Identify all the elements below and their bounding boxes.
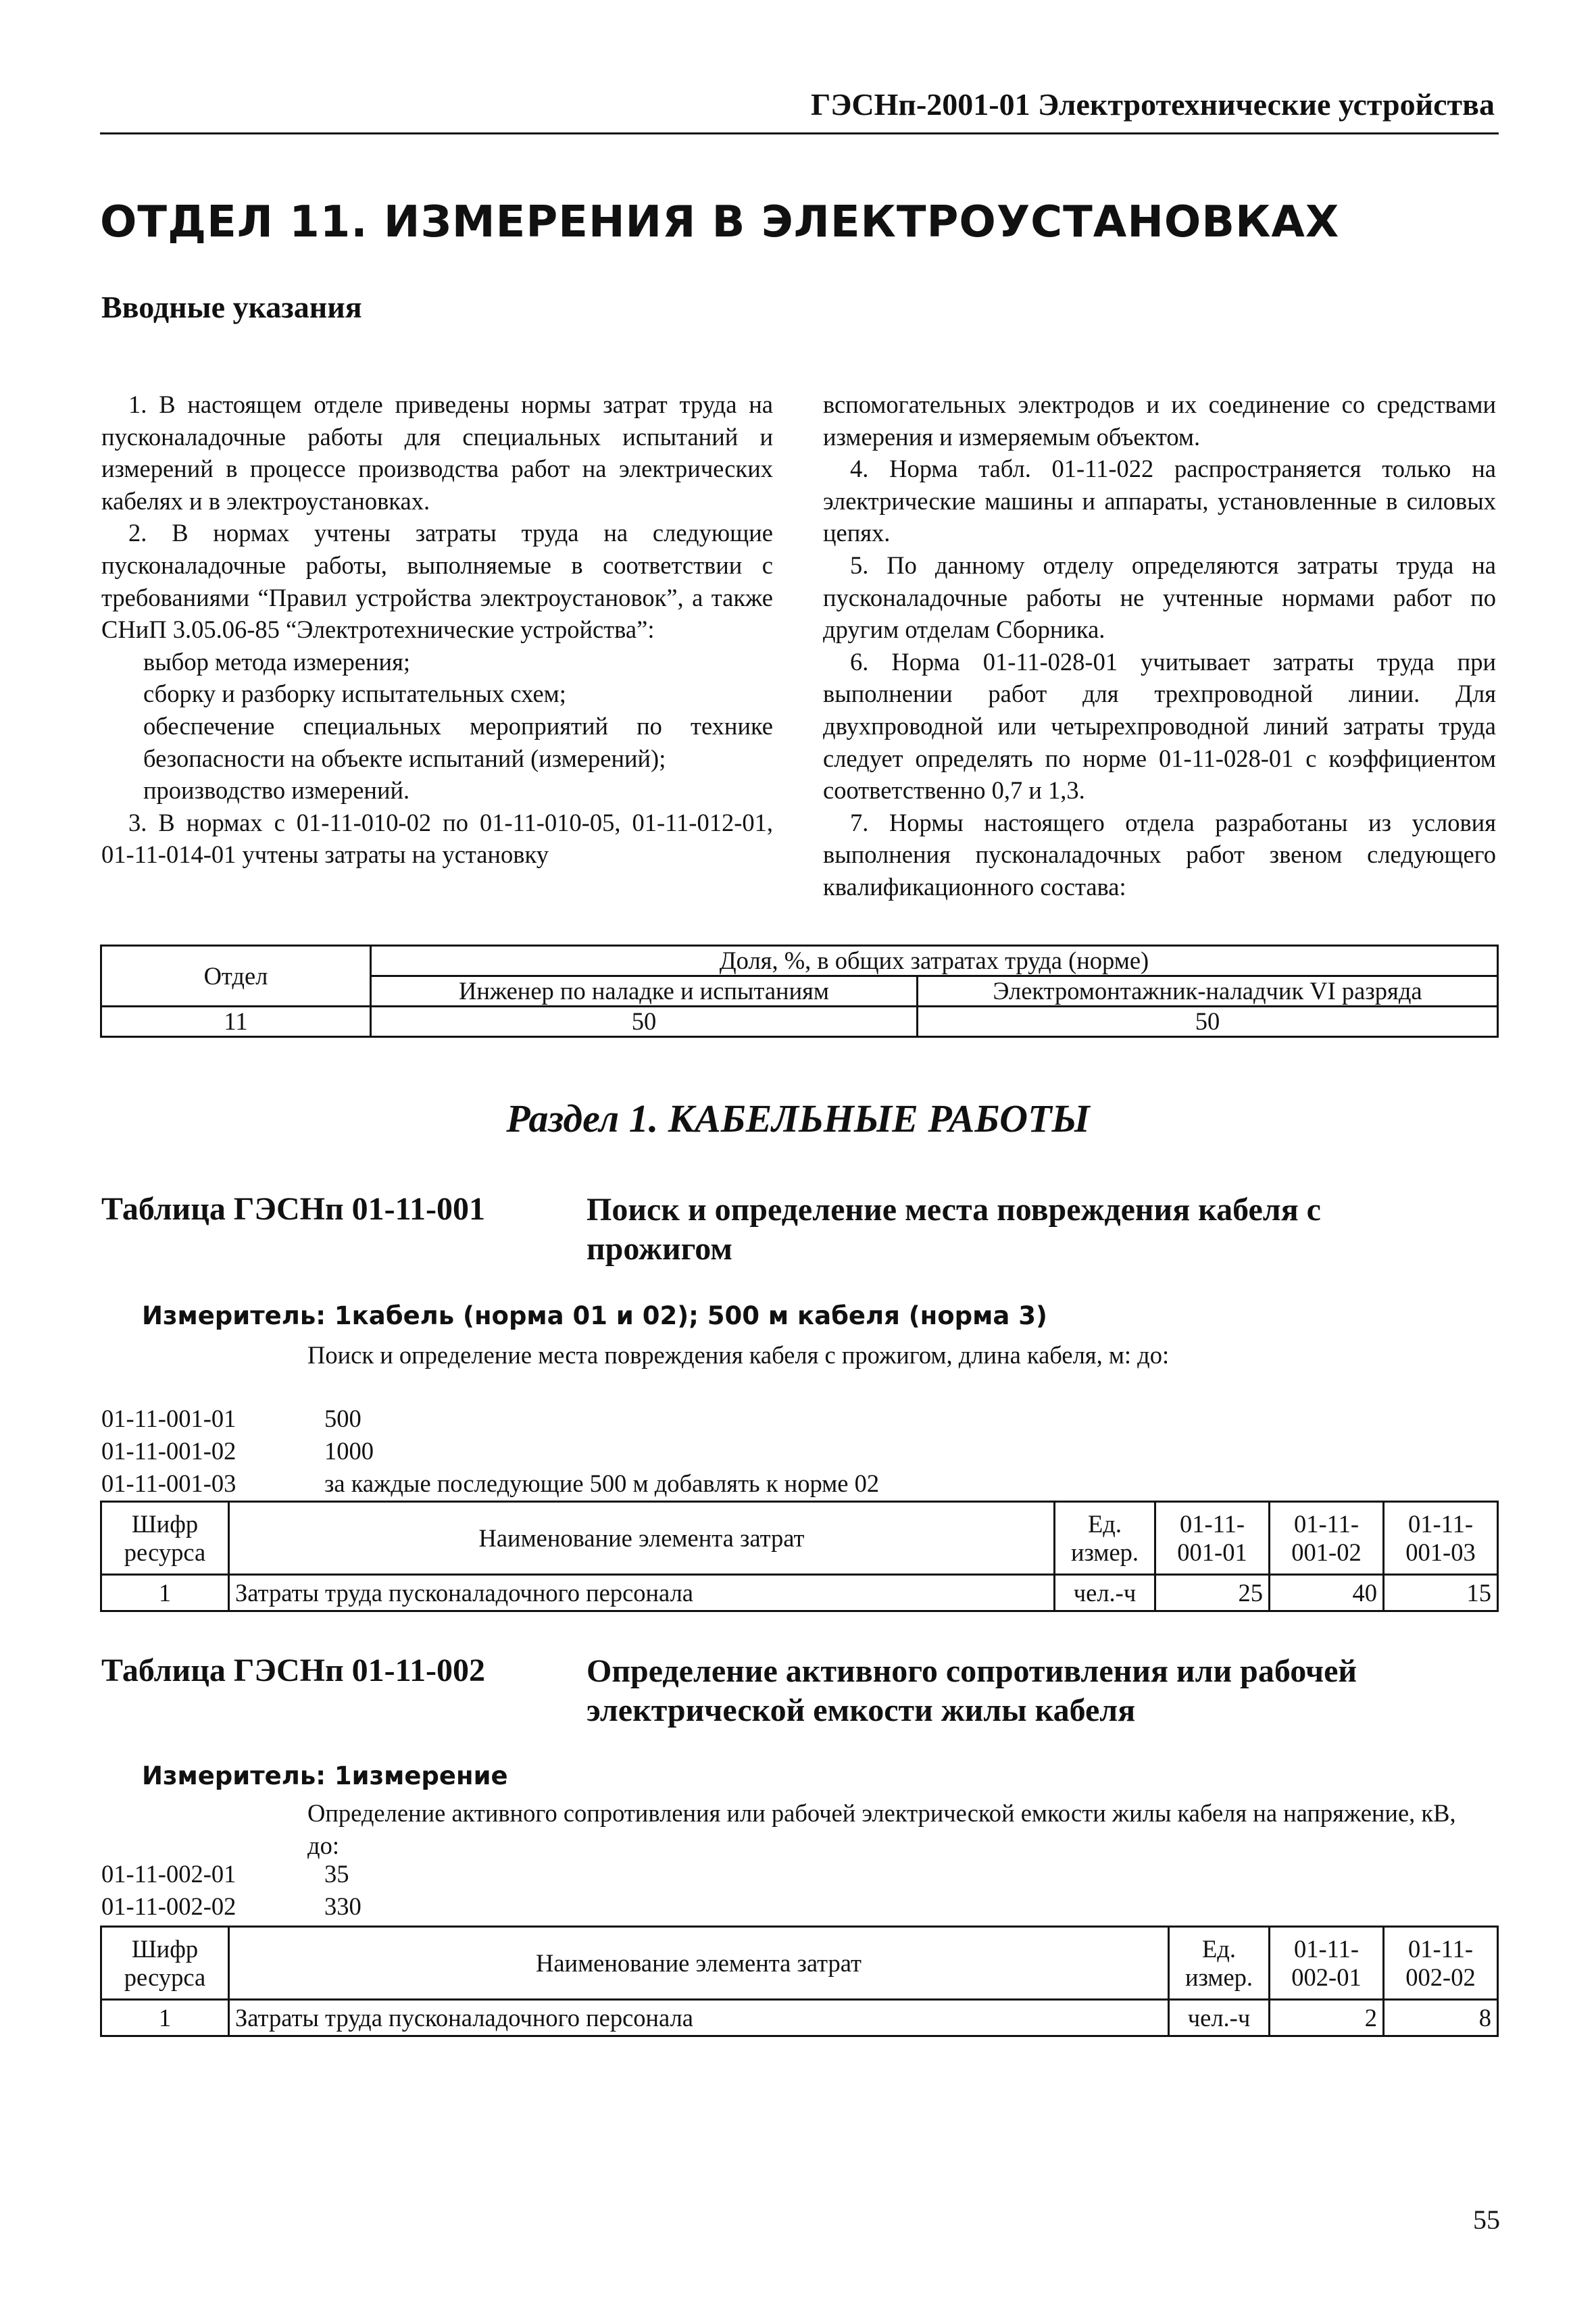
- intro-paragraph: 7. Нормы настоящего отдела разработаны из условия выполнения пусконаладочных работ звеном следующего квалификационного состава:: [823, 808, 1496, 901]
- norm-code: 01-11-002-01: [101, 1860, 236, 1888]
- col-header-name: Наименование элемента затрат: [229, 1502, 1055, 1575]
- norm-code: 01-11-001-03: [101, 1469, 236, 1497]
- col-header-code: Шифр ресурса: [101, 1927, 229, 2000]
- col-header-code: Шифр ресурса: [101, 1502, 229, 1575]
- qualification-table: [100, 945, 1499, 1038]
- table2-title: Определение активного сопротивления или рабочей электрической емкости жилы кабеля: [587, 1653, 1357, 1728]
- qual-header-electrician: Электромонтажник-наладчик VI разряда: [918, 976, 1498, 1007]
- cell-unit: чел.-ч: [1169, 2000, 1270, 2036]
- intro-right-column: [823, 388, 1496, 903]
- intro-paragraph: 1. В настоящем отделе приведены нормы затрат труда на пусконаладочные работы для специальных испытаний и измерений в процессе производства работ на электрических кабелях и в электроустановках.: [101, 391, 773, 515]
- cell-value: 2: [1270, 2000, 1384, 2036]
- section-title: ОТДЕЛ 11. ИЗМЕРЕНИЯ В ЭЛЕКТРОУСТАНОВКАХ: [100, 197, 1340, 247]
- qual-cell-electrician: 50: [918, 1007, 1498, 1037]
- table1-meter: Измеритель: 1кабель (норма 01 и 02); 500 м кабеля (норма 3): [142, 1301, 1047, 1330]
- table2-meter: Измеритель: 1измерение: [142, 1761, 508, 1790]
- cell-unit: чел.-ч: [1055, 1575, 1155, 1611]
- col-header-unit: Ед. измер.: [1169, 1927, 1270, 2000]
- intro-paragraph: 2. В нормах учтены затраты труда на следующие пусконаладочные работы, выполняемые в соответствии с требованиями “Правил устройства электроустановок”, а также СНиП 3.05.06-85 “Электротехнические устройства”:: [101, 519, 773, 644]
- intro-paragraph: 6. Норма 01-11-028-01 учитывает затраты труда при выполнении работ для трехпроводной линии. Для двухпроводной или четырехпроводной линий затраты труда следует определять по норме 01-11-028-01 с коэффициентом соответственно 0,7 и 1,3.: [823, 647, 1496, 805]
- intro-paragraph: сборку и разборку испытательных схем;: [143, 680, 566, 708]
- cell-cost-element: Затраты труда пусконаладочного персонала: [229, 2000, 1169, 2036]
- qual-cell-engineer: 50: [371, 1007, 918, 1037]
- page-number: 55: [1473, 2205, 1500, 2235]
- norm-value: 500: [324, 1405, 361, 1432]
- norm-value: 330: [324, 1892, 361, 1920]
- cell-value: 40: [1270, 1575, 1384, 1611]
- cell-value: 25: [1155, 1575, 1270, 1611]
- norm-code: 01-11-001-02: [101, 1437, 236, 1465]
- intro-paragraph: производство измерений.: [143, 776, 410, 805]
- table2-code: Таблица ГЭСНп 01-11-002: [101, 1653, 485, 1688]
- intro-paragraph: выбор метода измерения;: [143, 647, 410, 676]
- intro-paragraph: 4. Норма табл. 01-11-022 распространяется только на электрические машины и аппараты, установленные в силовых цепях.: [823, 455, 1496, 547]
- table1-code: Таблица ГЭСНп 01-11-001: [101, 1191, 485, 1227]
- table2-resources: [100, 1926, 1499, 2037]
- running-header: ГЭСНп-2001-01 Электротехнические устройства: [810, 87, 1495, 122]
- col-header-norm: 01-11-001-01: [1155, 1502, 1270, 1575]
- table1-resources: [100, 1501, 1499, 1612]
- col-header-norm: 01-11-001-02: [1270, 1502, 1384, 1575]
- table1-title: Поиск и определение места повреждения кабеля с прожигом: [587, 1192, 1321, 1267]
- qual-header-share: Доля, %, в общих затратах труда (норме): [371, 946, 1498, 976]
- intro-heading: Вводные указания: [101, 290, 362, 324]
- qual-cell-dept: 11: [101, 1007, 371, 1037]
- norm-code: 01-11-001-01: [101, 1405, 236, 1432]
- cell-value: 8: [1384, 2000, 1498, 2036]
- col-header-unit: Ед. измер.: [1055, 1502, 1155, 1575]
- qual-header-dept: Отдел: [101, 946, 371, 1007]
- header-rule: [100, 132, 1499, 134]
- table2-description: Определение активного сопротивления или рабочей электрической емкости жилы кабеля на напряжение, кВ, до:: [307, 1799, 1456, 1859]
- intro-paragraph: вспомогательных электродов и их соединение со средствами измерения и измеряемым объектом.: [823, 391, 1496, 451]
- intro-paragraph: обеспечение специальных мероприятий по технике безопасности на объекте испытаний (измерений);: [143, 711, 773, 772]
- qual-header-engineer: Инженер по наладке и испытаниям: [371, 976, 918, 1007]
- col-header-norm: 01-11-001-03: [1384, 1502, 1498, 1575]
- table1-description: Поиск и определение места повреждения кабеля с прожигом, длина кабеля, м: до:: [307, 1341, 1170, 1369]
- col-header-norm: 01-11-002-02: [1384, 1927, 1498, 2000]
- intro-left-column: [101, 388, 773, 871]
- col-header-name: Наименование элемента затрат: [229, 1927, 1169, 2000]
- cell-value: 15: [1384, 1575, 1498, 1611]
- norm-value: 1000: [324, 1437, 374, 1465]
- intro-paragraph: 3. В нормах с 01-11-010-02 по 01-11-010-05, 01-11-012-01, 01-11-014-01 учтены затраты на установку: [101, 808, 773, 869]
- intro-paragraph: 5. По данному отделу определяются затраты труда на пусконаладочные работы не учтенные нормами работ по другим отделам Сборника.: [823, 551, 1496, 644]
- cell-cost-element: Затраты труда пусконаладочного персонала: [229, 1575, 1055, 1611]
- norm-value: за каждые последующие 500 м добавлять к норме 02: [324, 1469, 880, 1497]
- norm-code: 01-11-002-02: [101, 1892, 236, 1920]
- col-header-norm: 01-11-002-01: [1270, 1927, 1384, 2000]
- subsection-title: Раздел 1. КАБЕЛЬНЫЕ РАБОТЫ: [506, 1097, 1090, 1140]
- cell-resource-code: 1: [101, 2000, 229, 2036]
- norm-value: 35: [324, 1860, 349, 1888]
- cell-resource-code: 1: [101, 1575, 229, 1611]
